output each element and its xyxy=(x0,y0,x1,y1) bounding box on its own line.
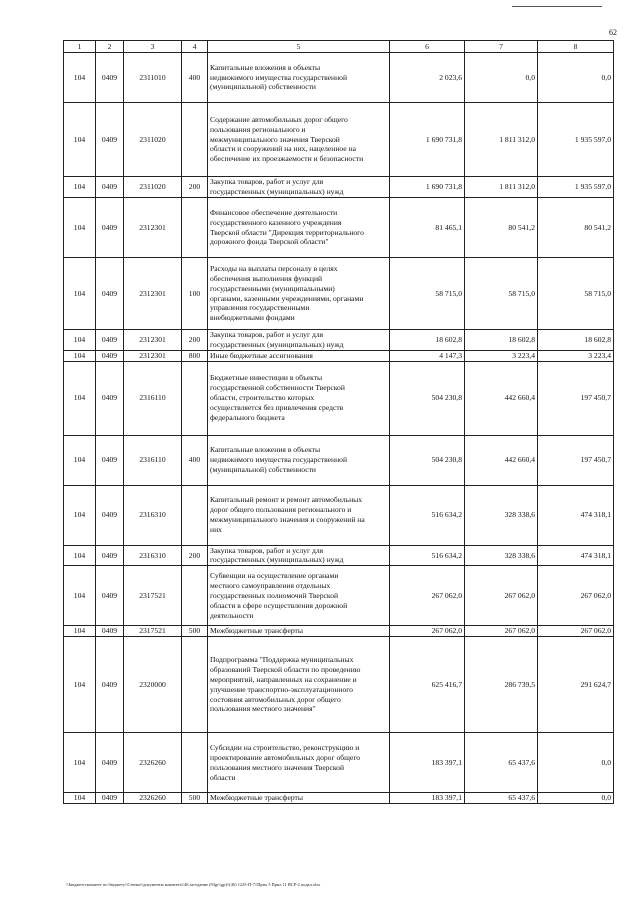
cell-type xyxy=(182,637,208,733)
table-row xyxy=(64,435,614,485)
cell-year1: 516 634,2 xyxy=(390,485,465,545)
cell-target: 2316310 xyxy=(124,485,182,545)
header-cell-5: 5 xyxy=(208,41,390,53)
cell-section: 0409 xyxy=(96,545,124,566)
table-row xyxy=(64,330,614,351)
cell-target: 2311020 xyxy=(124,177,182,198)
cell-year2: 286 739,5 xyxy=(465,637,538,733)
footer-file-path: \\Бюджетгскомитет по бюджету\\Стенка\\документы комитета\\46 заседание (93gr\\gp)\\(46) 1225-П-7\\Прил 5 Прил 11 ВСР-2 подкл.xlsx xyxy=(66,882,321,887)
header-cell-7: 7 xyxy=(465,41,538,53)
cell-target: 2320000 xyxy=(124,637,182,733)
cell-section: 0409 xyxy=(96,177,124,198)
cell-year1: 516 634,2 xyxy=(390,545,465,566)
cell-section: 0409 xyxy=(96,258,124,330)
cell-name: Капитальные вложения в объекты недвижимого имущества государственной (муниципальной) собственности xyxy=(208,53,390,103)
cell-name: Финансовое обеспечение деятельности государственного казенного учреждения Тверской области "Дирекция территориального дорожного фонда Тверской области" xyxy=(208,198,390,258)
cell-year3: 291 624,7 xyxy=(538,637,614,733)
table-row xyxy=(64,485,614,545)
cell-year3: 267 062,0 xyxy=(538,626,614,637)
cell-ministry: 104 xyxy=(64,198,96,258)
cell-year1: 2 023,6 xyxy=(390,53,465,103)
cell-name: Бюджетные инвестиции в объекты государственной собственности Тверской области, строительство которых осуществляется без привлечения средств федерального бюджета xyxy=(208,361,390,435)
budget-table xyxy=(63,40,614,804)
header-cell-3: 3 xyxy=(124,41,182,53)
cell-section: 0409 xyxy=(96,626,124,637)
cell-target: 2316110 xyxy=(124,435,182,485)
cell-section: 0409 xyxy=(96,566,124,626)
cell-name: Межбюджетные трансферты xyxy=(208,793,390,804)
cell-target: 2312301 xyxy=(124,350,182,361)
cell-year1: 18 602,8 xyxy=(390,330,465,351)
cell-target: 2312301 xyxy=(124,330,182,351)
cell-name: Капитальный ремонт и ремонт автомобильных дорог общего пользования регионального и межмуниципального значения и сооружений на них xyxy=(208,485,390,545)
cell-year2: 3 223,4 xyxy=(465,350,538,361)
cell-year2: 58 715,0 xyxy=(465,258,538,330)
cell-year2: 442 660,4 xyxy=(465,435,538,485)
cell-year2: 1 811 312,0 xyxy=(465,177,538,198)
cell-target: 2326260 xyxy=(124,733,182,793)
table-header-row xyxy=(64,41,614,53)
cell-section: 0409 xyxy=(96,637,124,733)
cell-year1: 267 062,0 xyxy=(390,566,465,626)
cell-ministry: 104 xyxy=(64,566,96,626)
table-row xyxy=(64,177,614,198)
cell-target: 2316110 xyxy=(124,361,182,435)
cell-year3: 197 450,7 xyxy=(538,435,614,485)
top-rule xyxy=(512,6,602,7)
cell-type xyxy=(182,485,208,545)
cell-year2: 80 541,2 xyxy=(465,198,538,258)
cell-year3: 18 602,8 xyxy=(538,330,614,351)
cell-year3: 267 062,0 xyxy=(538,566,614,626)
cell-year2: 65 437,6 xyxy=(465,793,538,804)
cell-section: 0409 xyxy=(96,485,124,545)
cell-year1: 267 062,0 xyxy=(390,626,465,637)
cell-section: 0409 xyxy=(96,103,124,177)
table-row xyxy=(64,198,614,258)
cell-ministry: 104 xyxy=(64,793,96,804)
cell-section: 0409 xyxy=(96,350,124,361)
cell-name: Закупка товаров, работ и услуг для государственных (муниципальных) нужд xyxy=(208,177,390,198)
table-row xyxy=(64,793,614,804)
cell-year2: 328 338,6 xyxy=(465,485,538,545)
cell-year1: 183 397,1 xyxy=(390,733,465,793)
cell-type: 500 xyxy=(182,626,208,637)
cell-year3: 197 450,7 xyxy=(538,361,614,435)
table-row xyxy=(64,545,614,566)
cell-type: 400 xyxy=(182,435,208,485)
cell-year2: 1 811 312,0 xyxy=(465,103,538,177)
cell-target: 2312301 xyxy=(124,198,182,258)
cell-section: 0409 xyxy=(96,793,124,804)
cell-year3: 0,0 xyxy=(538,793,614,804)
table-row xyxy=(64,566,614,626)
cell-ministry: 104 xyxy=(64,733,96,793)
cell-target: 2312301 xyxy=(124,258,182,330)
cell-name: Расходы на выплаты персоналу в целях обеспечения выполнения функций государственными (муниципальными) органами, казенными учреждениями, органами управления государственными внебюджетными фондами xyxy=(208,258,390,330)
cell-section: 0409 xyxy=(96,733,124,793)
cell-ministry: 104 xyxy=(64,177,96,198)
header-cell-4: 4 xyxy=(182,41,208,53)
cell-type: 500 xyxy=(182,793,208,804)
table-row xyxy=(64,361,614,435)
cell-year1: 4 147,3 xyxy=(390,350,465,361)
cell-type xyxy=(182,566,208,626)
table-row xyxy=(64,258,614,330)
cell-year3: 474 318,1 xyxy=(538,545,614,566)
cell-year1: 183 397,1 xyxy=(390,793,465,804)
cell-target: 2317521 xyxy=(124,626,182,637)
cell-target: 2326260 xyxy=(124,793,182,804)
cell-ministry: 104 xyxy=(64,485,96,545)
cell-ministry: 104 xyxy=(64,545,96,566)
cell-type: 100 xyxy=(182,258,208,330)
cell-year2: 267 062,0 xyxy=(465,626,538,637)
cell-year3: 3 223,4 xyxy=(538,350,614,361)
cell-year1: 81 465,1 xyxy=(390,198,465,258)
header-cell-8: 8 xyxy=(538,41,614,53)
cell-ministry: 104 xyxy=(64,350,96,361)
cell-year3: 1 935 597,0 xyxy=(538,177,614,198)
cell-year2: 328 338,6 xyxy=(465,545,538,566)
cell-name: Иные бюджетные ассигнования xyxy=(208,350,390,361)
table-row xyxy=(64,350,614,361)
cell-name: Капитальные вложения в объекты недвижимого имущества государственной (муниципальной) собственности xyxy=(208,435,390,485)
cell-name: Закупка товаров, работ и услуг для государственных (муниципальных) нужд xyxy=(208,330,390,351)
table-row xyxy=(64,637,614,733)
cell-year1: 1 690 731,8 xyxy=(390,177,465,198)
cell-year2: 65 437,6 xyxy=(465,733,538,793)
cell-target: 2317521 xyxy=(124,566,182,626)
cell-name: Межбюджетные трансферты xyxy=(208,626,390,637)
cell-year3: 474 318,1 xyxy=(538,485,614,545)
cell-ministry: 104 xyxy=(64,53,96,103)
cell-year3: 0,0 xyxy=(538,733,614,793)
cell-type: 400 xyxy=(182,53,208,103)
cell-type: 800 xyxy=(182,350,208,361)
cell-name: Содержание автомобильных дорог общего пользования регионального и межмуниципального значения Тверской области и сооружений на них, нацеленное на обеспечение их проезжаемости и безопасности xyxy=(208,103,390,177)
header-cell-6: 6 xyxy=(390,41,465,53)
cell-ministry: 104 xyxy=(64,626,96,637)
cell-target: 2316310 xyxy=(124,545,182,566)
cell-type: 200 xyxy=(182,545,208,566)
cell-ministry: 104 xyxy=(64,435,96,485)
cell-target: 2311020 xyxy=(124,103,182,177)
cell-name: Субсидии на строительство, реконструкцию и проектирование автомобильных дорог общего пользования местного значения Тверской области xyxy=(208,733,390,793)
cell-year1: 1 690 731,8 xyxy=(390,103,465,177)
table-row xyxy=(64,626,614,637)
cell-name: Закупка товаров, работ и услуг для государственных (муниципальных) нужд xyxy=(208,545,390,566)
cell-section: 0409 xyxy=(96,53,124,103)
table-row xyxy=(64,733,614,793)
cell-year2: 442 660,4 xyxy=(465,361,538,435)
cell-year3: 0,0 xyxy=(538,53,614,103)
page-number: 62 xyxy=(609,28,617,37)
cell-year2: 267 062,0 xyxy=(465,566,538,626)
cell-year1: 504 230,8 xyxy=(390,361,465,435)
cell-year1: 625 416,7 xyxy=(390,637,465,733)
cell-year3: 58 715,0 xyxy=(538,258,614,330)
cell-type: 200 xyxy=(182,177,208,198)
cell-name: Подпрограмма "Поддержка муниципальных образований Тверской области по проведению мероприятий, направленных на сохранение и улучшение транспортно-эксплуатационного состояния автомобильных дорог общего пользования местного значения" xyxy=(208,637,390,733)
cell-year3: 1 935 597,0 xyxy=(538,103,614,177)
cell-ministry: 104 xyxy=(64,361,96,435)
cell-ministry: 104 xyxy=(64,330,96,351)
cell-section: 0409 xyxy=(96,361,124,435)
header-cell-2: 2 xyxy=(96,41,124,53)
cell-ministry: 104 xyxy=(64,637,96,733)
cell-ministry: 104 xyxy=(64,103,96,177)
cell-ministry: 104 xyxy=(64,258,96,330)
cell-type xyxy=(182,733,208,793)
table-row xyxy=(64,103,614,177)
table-row xyxy=(64,53,614,103)
cell-type xyxy=(182,198,208,258)
cell-type: 200 xyxy=(182,330,208,351)
cell-year3: 80 541,2 xyxy=(538,198,614,258)
cell-year2: 18 602,8 xyxy=(465,330,538,351)
cell-year1: 504 230,8 xyxy=(390,435,465,485)
cell-name: Субвенции на осуществление органами местного самоуправления отдельных государственных полномочий Тверской области в сфере осуществления дорожной деятельности xyxy=(208,566,390,626)
cell-year1: 58 715,0 xyxy=(390,258,465,330)
cell-type xyxy=(182,103,208,177)
cell-type xyxy=(182,361,208,435)
cell-year2: 0,0 xyxy=(465,53,538,103)
cell-section: 0409 xyxy=(96,435,124,485)
header-cell-1: 1 xyxy=(64,41,96,53)
cell-section: 0409 xyxy=(96,198,124,258)
cell-section: 0409 xyxy=(96,330,124,351)
cell-target: 2311010 xyxy=(124,53,182,103)
